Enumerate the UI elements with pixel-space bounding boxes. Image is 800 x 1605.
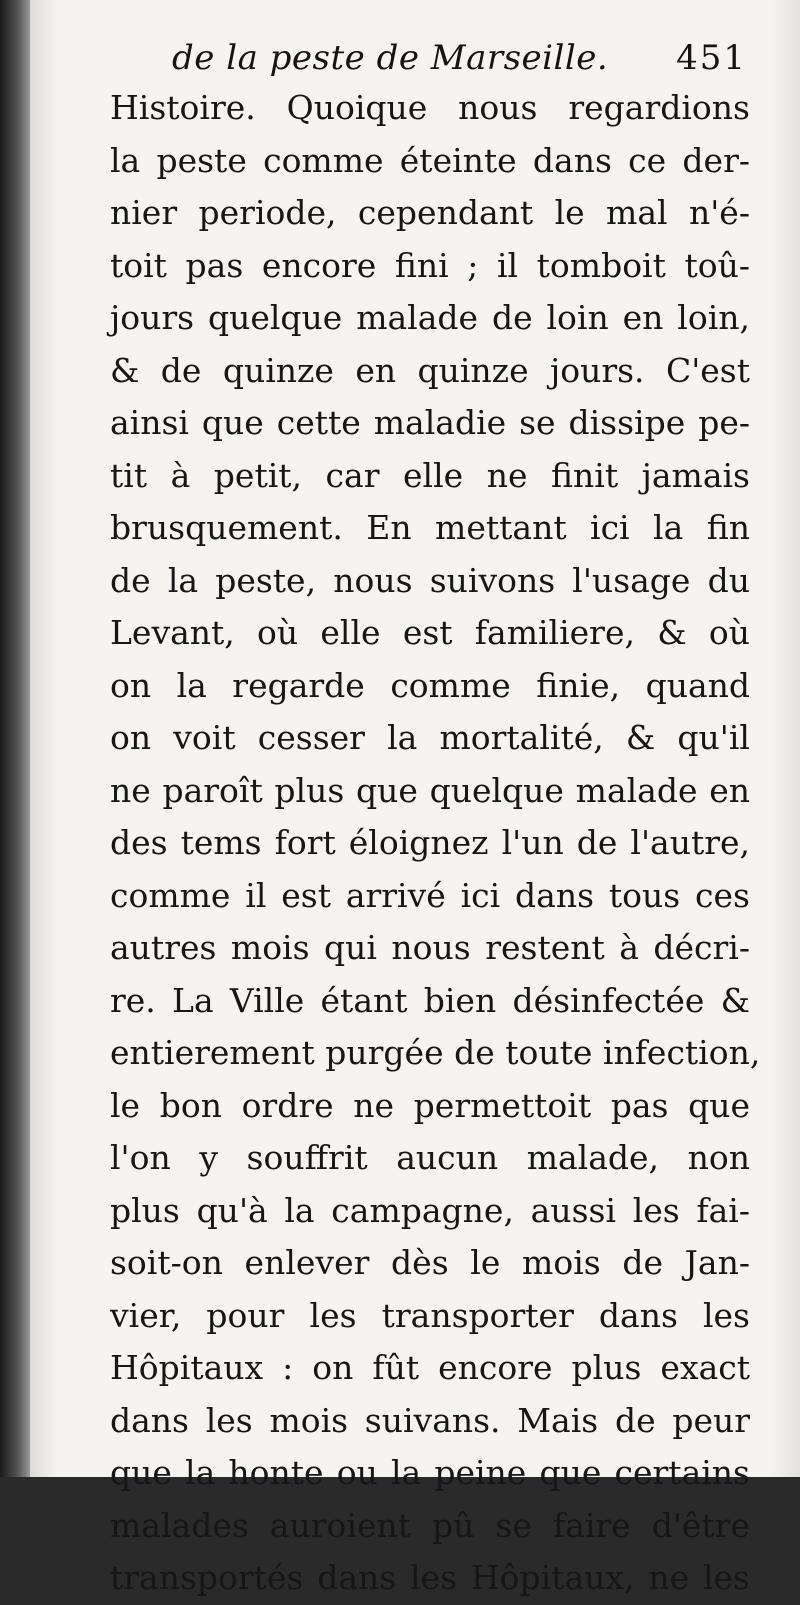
page-header	[172, 30, 747, 84]
text-line: Histoire. Quoique nous regardions	[110, 88, 750, 127]
text-line: tit à petit, car elle ne finit jamais	[110, 455, 750, 495]
text-line: dans les mois suivans. Mais de peur	[110, 1400, 750, 1440]
text-line: re. La Ville étant bien désinfectée &	[110, 980, 750, 1020]
text-line: ainsi que cette maladie se dissipe pe-	[110, 403, 750, 442]
text-line: brusquement. En mettant ici la fin	[110, 508, 750, 547]
page-number: 451	[676, 38, 747, 78]
text-line: de la peste, nous suivons l'usage du	[110, 560, 750, 600]
text-line: plus qu'à la campagne, aussi les fai-	[110, 1190, 750, 1230]
text-line: le bon ordre ne permettoit pas que	[110, 1085, 750, 1125]
text-line: nier periode, cependant le mal n'é-	[110, 193, 750, 232]
text-line: ne paroît plus que quelque malade en	[110, 770, 750, 810]
text-line: Levant, où elle est familiere, & où	[110, 613, 750, 652]
binding-gutter	[0, 0, 30, 1477]
text-line: on la regarde comme finie, quand	[110, 665, 750, 705]
book-page	[30, 0, 800, 1597]
text-line: autres mois qui nous restent à décri-	[110, 928, 750, 967]
text-line: Hôpitaux : on fût encore plus exact	[110, 1348, 750, 1387]
text-line: & de quinze en quinze jours. C'est	[110, 350, 750, 390]
body-text	[110, 82, 761, 1605]
text-line: malades auroient pû se faire d'être	[110, 1505, 750, 1545]
text-line: la peste comme éteinte dans ce der-	[110, 140, 750, 180]
text-line: l'on y souffrit aucun malade, non	[110, 1138, 750, 1177]
text-line: des tems fort éloignez l'un de l'autre,	[110, 823, 750, 862]
text-line: que la honte ou la peine que certains	[110, 1453, 750, 1492]
text-line: vier, pour les transporter dans les	[110, 1295, 750, 1335]
text-line: jours quelque malade de loin en loin,	[110, 298, 750, 337]
text-line: toit pas encore fini ; il tomboit toû-	[110, 245, 750, 285]
text-line: transportés dans les Hôpitaux, ne les	[110, 1558, 750, 1597]
running-title: de la peste de Marseille.	[172, 38, 609, 78]
text-line: entierement purgée de toute infection,	[110, 1033, 761, 1072]
text-line: soit-on enlever dès le mois de Jan-	[110, 1243, 750, 1282]
text-line: on voit cesser la mortalité, & qu'il	[110, 718, 750, 757]
text-line: comme il est arrivé ici dans tous ces	[110, 875, 750, 915]
